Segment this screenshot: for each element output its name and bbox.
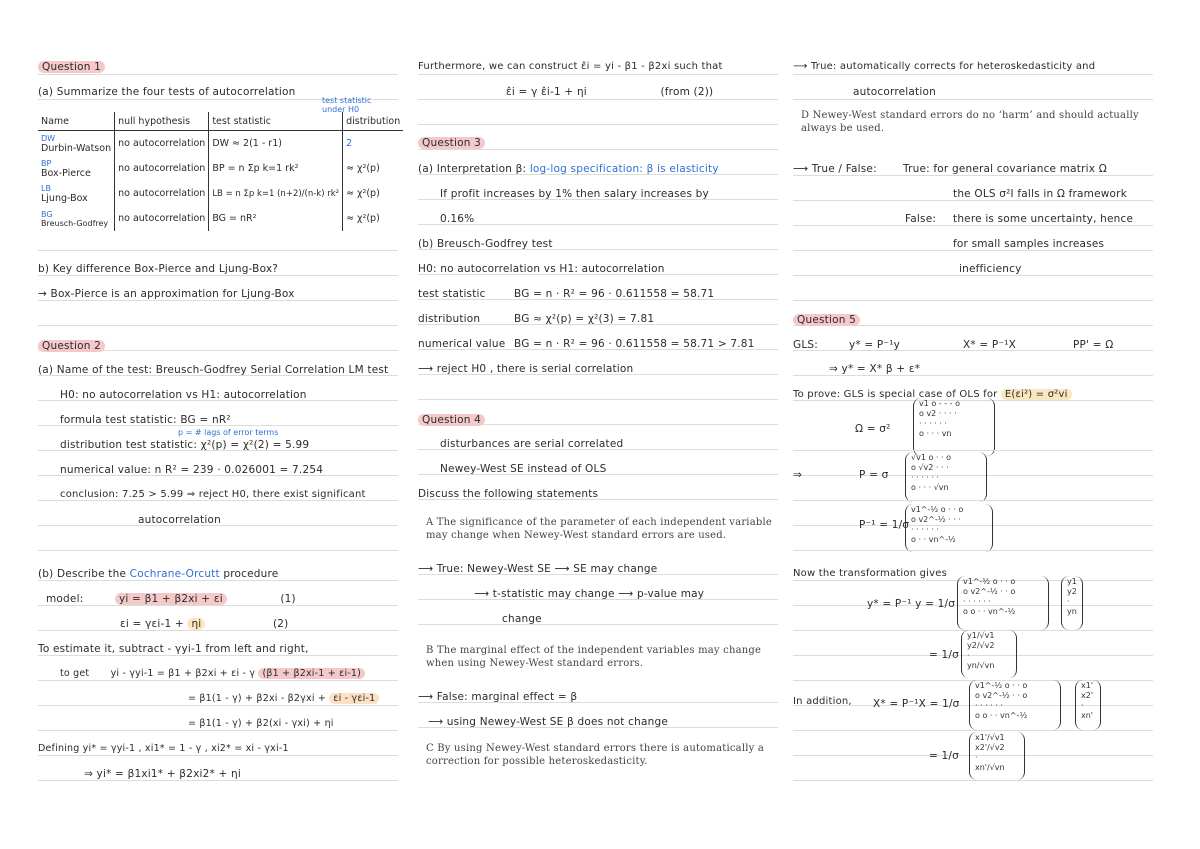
answer-b-2: ⟶ using Newey-West SE β does not change xyxy=(428,716,669,728)
q3-dist-value: BG ≈ χ²(p) = χ²(3) = 7.81 xyxy=(514,313,655,325)
in-addition-label: In addition, xyxy=(793,696,852,707)
answer-d-true: True: for general covariance matrix Ω xyxy=(903,163,1107,175)
q2-hypotheses: H0: no autocorrelation vs H1: autocorrelation xyxy=(60,389,307,401)
statement-d: D Newey-West standard errors do no ‘harm’ and should actually always be used. xyxy=(801,110,1139,134)
table-row xyxy=(38,131,403,157)
test-dist: 2 xyxy=(343,131,404,157)
ystar-matrix: v1^-½ o · · o o v2^-½ · · o · · · · · · o o · · vn^-½ xyxy=(957,576,1049,630)
q3-dist-label: distribution xyxy=(418,313,481,325)
q3-stat-label: test statistic xyxy=(418,288,486,300)
step-2-highlight: εi - γεi-1 xyxy=(329,693,379,704)
q3-dist xyxy=(418,312,778,326)
test-name: Box-Pierce xyxy=(41,167,91,179)
defining-line: Defining yi* = γyi-1 , xi1* = 1 - γ , xi2* = xi - γxi-1 xyxy=(38,743,289,754)
q3-hypotheses: H0: no autocorrelation vs H1: autocorrelation xyxy=(418,263,665,275)
q2-b-text: (b) Describe the xyxy=(38,568,127,580)
q2-b xyxy=(38,567,398,581)
q3-a-blue: log-log specification: β is elasticity xyxy=(529,163,719,175)
prove-text: To prove: GLS is special case of OLS for xyxy=(793,389,998,400)
omega-eq: Ω = σ² xyxy=(855,423,891,435)
q3-a3: 0.16% xyxy=(440,213,475,225)
step-2 xyxy=(188,692,398,706)
q2-a: (a) Name of the test: Breusch-Godfrey Serial Correlation LM test xyxy=(38,364,389,376)
furthermore-eq-text: ε̂i = γ ε̂i-1 + ηi xyxy=(506,86,587,98)
answer-d-1 xyxy=(793,162,1153,176)
answer-d-4: for small samples increases xyxy=(953,238,1105,250)
prove-highlight: E(εi²) = σ²vi xyxy=(1001,389,1072,400)
model-line-2 xyxy=(120,617,398,631)
model-label: model: xyxy=(46,593,84,605)
x-vector: x1' x2' · xn' xyxy=(1075,680,1101,730)
q3-a2: If profit increases by 1% then salary increases by xyxy=(440,188,709,200)
q3-a xyxy=(418,162,778,176)
q1-b: b) Key difference Box-Pierce and Ljung-Box? xyxy=(38,263,279,275)
cochrane-orcutt-link: Cochrane-Orcutt xyxy=(129,568,220,580)
q3-num xyxy=(418,337,778,351)
transform-line: Now the transformation gives xyxy=(793,568,948,579)
p-inverse-eq: P⁻¹ = 1/σ xyxy=(859,519,910,531)
q3-num-value: BG = n · R² = 96 · 0.611558 = 58.71 > 7.81 xyxy=(514,338,755,350)
p-matrix: √v1 o · · o o √v2 · · · · · · · · · o · · · √vn xyxy=(905,452,987,502)
ystar-eq-2: = 1/σ xyxy=(929,649,960,661)
answer-c-1: ⟶ True: automatically corrects for heteroskedasticity and xyxy=(793,61,1096,72)
answer-a-2: ⟶ t-statistic may change ⟶ p-value may xyxy=(474,588,705,600)
test-dist: ≈ χ²(p) xyxy=(343,206,404,231)
step-2-eq: = β1(1 - γ) + β2xi - β2γxi + xyxy=(188,693,327,704)
question-5-title: Question 5 xyxy=(793,314,860,326)
step-3: = β1(1 - γ) + β2(xi - γxi) + ηi xyxy=(188,718,334,729)
test-h0: no autocorrelation xyxy=(115,181,209,206)
q3-reject: ⟶ reject H0 , there is serial correlation xyxy=(418,363,634,375)
abbr-dw: DW xyxy=(41,133,56,143)
q4-line-2: Newey-West SE instead of OLS xyxy=(440,463,607,475)
table-row xyxy=(38,206,403,231)
q2-p-note: p = # lags of error terms xyxy=(178,428,279,437)
furthermore-eq xyxy=(506,85,778,99)
statement-c: C By using Newey-West standard errors there is automatically a correction for possible heteroskedasticity. xyxy=(426,743,765,767)
xstar-eq: X* = P⁻¹X = 1/σ xyxy=(873,698,960,710)
test-dist: ≈ χ²(p) xyxy=(343,156,404,181)
to-get-eq: yi - γyi-1 = β1 + β2xi + εi - γ xyxy=(110,668,256,679)
q2-b-end: procedure xyxy=(223,568,279,580)
gls-eq-1: y* = P⁻¹y xyxy=(849,339,901,351)
table-head-note: test statistic under H0 xyxy=(322,96,372,114)
y-vector: y1 y2 · yn xyxy=(1061,576,1083,630)
xstar-matrix: v1^-½ o · · o o v2^-½ · · o · · · · · · o o · · vn^-½ xyxy=(969,680,1061,730)
answer-d-false: False: xyxy=(905,213,937,225)
furthermore-line: Furthermore, we can construct ε̂i = yi - β1 - β2xi such that xyxy=(418,61,723,72)
model-eq1: yi = β1 + β2xi + εi xyxy=(115,593,227,605)
furthermore-tag: (from (2)) xyxy=(660,86,714,98)
test-h0: no autocorrelation xyxy=(115,131,209,157)
table-row xyxy=(38,156,403,181)
question-1-title: Question 1 xyxy=(38,61,105,73)
q2-conclusion: conclusion: 7.25 > 5.99 ⇒ reject H0, there exist significant xyxy=(60,489,366,500)
q2-conclusion-2: autocorrelation xyxy=(138,514,221,526)
q4-line-3: Discuss the following statements xyxy=(418,488,599,500)
eta-highlight: ηi xyxy=(187,618,205,630)
test-h0: no autocorrelation xyxy=(115,206,209,231)
estimate-line: To estimate it, subtract - γyi-1 from left and right, xyxy=(38,643,309,655)
test-name: Breusch-Godfrey xyxy=(41,218,109,228)
model-eq2: εi = γεi-1 + xyxy=(120,618,184,630)
abbr-lb: LB xyxy=(41,183,51,193)
implies-arrow: ⇒ xyxy=(793,469,802,481)
table-head-dist: distribution xyxy=(343,112,404,131)
gls-eq-3: PP' = Ω xyxy=(1073,339,1114,351)
table-head-name: Name xyxy=(38,112,115,131)
abbr-bg: BG xyxy=(41,209,53,219)
q1-b-answer: → Box-Pierce is an approximation for Ljung-Box xyxy=(38,288,295,300)
to-get-line xyxy=(60,667,398,681)
q1-a: (a) Summarize the four tests of autocorrelation xyxy=(38,86,296,98)
q3-b: (b) Breusch-Godfrey test xyxy=(418,238,553,250)
xstar-eq-2: = 1/σ xyxy=(929,750,960,762)
gls-eq-2: X* = P⁻¹X xyxy=(963,339,1016,351)
test-stat: DW ≈ 2(1 - r1) xyxy=(209,131,343,157)
answer-a-3: change xyxy=(502,613,542,625)
question-2-title: Question 2 xyxy=(38,340,105,352)
test-stat: BG = nR² xyxy=(209,206,343,231)
answer-d-5: inefficiency xyxy=(959,263,1022,275)
model-line xyxy=(46,592,398,606)
xstar-vector: x1'/√v1 x2'/√v2 · xn'/√vn xyxy=(969,732,1025,780)
question-4-title: Question 4 xyxy=(418,414,485,426)
test-stat: LB = n Σp k=1 (n+2)/(n-k) rk² xyxy=(209,181,343,206)
autocorrelation-tests-table xyxy=(38,112,403,231)
to-get-label: to get xyxy=(60,668,90,679)
test-name: Ljung-Box xyxy=(41,192,88,204)
q2-distribution: distribution test statistic: χ²(p) = χ²(2) = 5.99 xyxy=(60,439,310,451)
test-h0: no autocorrelation xyxy=(115,156,209,181)
answer-d-2: the OLS σ²I falls in Ω framework xyxy=(953,188,1127,200)
q4-line-1: disturbances are serial correlated xyxy=(440,438,624,450)
q2-numerical: numerical value: n R² = 239 · 0.026001 = 7.254 xyxy=(60,464,324,476)
to-get-highlight: (β1 + β2xi-1 + εi-1) xyxy=(258,668,365,679)
statement-b: B The marginal effect of the independent variables may change when using Newey-West standard errors. xyxy=(426,645,762,669)
q2-formula: formula test statistic: BG = nR² xyxy=(60,414,231,426)
model-tag1: (1) xyxy=(280,593,296,605)
test-name: Durbin-Watson xyxy=(41,142,112,154)
q3-stat xyxy=(418,287,778,301)
test-stat: BP = n Σp k=1 rk² xyxy=(209,156,343,181)
answer-d-3 xyxy=(905,212,1153,226)
ystar-eq: y* = P⁻¹ y = 1/σ xyxy=(867,598,956,610)
statement-a: A The significance of the parameter of each independent variable may change when Newey-West standard errors are used. xyxy=(426,517,772,541)
q3-stat-value: BG = n · R² = 96 · 0.611558 = 58.71 xyxy=(514,288,715,300)
gls-label: GLS: xyxy=(793,339,818,351)
answer-a-1: ⟶ True: Newey-West SE ⟶ SE may change xyxy=(418,563,658,575)
model-tag2: (2) xyxy=(272,618,289,630)
test-dist: ≈ χ²(p) xyxy=(343,181,404,206)
table-row xyxy=(38,181,403,206)
abbr-bp: BP xyxy=(41,158,52,168)
gls-line xyxy=(793,338,1153,352)
question-3-title: Question 3 xyxy=(418,137,485,149)
final-eq: ⇒ yi* = β1xi1* + β2xi2* + ηi xyxy=(84,768,241,780)
gls-eq-4: ⇒ y* = X* β + ε* xyxy=(829,363,921,375)
table-head-stat: test statistic xyxy=(209,112,343,131)
p-inverse-matrix: v1^-½ o · · o o v2^-½ · · · · · · · · · o · · vn^-½ xyxy=(905,504,993,552)
q3-num-label: numerical value xyxy=(418,338,506,350)
answer-d-false-text: there is some uncertainty, hence xyxy=(953,213,1134,225)
answer-c-2: autocorrelation xyxy=(853,86,936,98)
ystar-vector: y1/√v1 y2/√v2 · yn/√vn xyxy=(961,630,1017,678)
answer-b-1: ⟶ False: marginal effect = β xyxy=(418,691,578,703)
omega-matrix: v1 o - - - o o v2 · · · · · · · · · · o · · · vn xyxy=(913,398,995,456)
q3-a-text: (a) Interpretation β: xyxy=(418,163,527,175)
table-head-h0: null hypothesis xyxy=(115,112,209,131)
p-eq: P = σ xyxy=(859,469,889,481)
answer-d-label: ⟶ True / False: xyxy=(793,163,877,175)
